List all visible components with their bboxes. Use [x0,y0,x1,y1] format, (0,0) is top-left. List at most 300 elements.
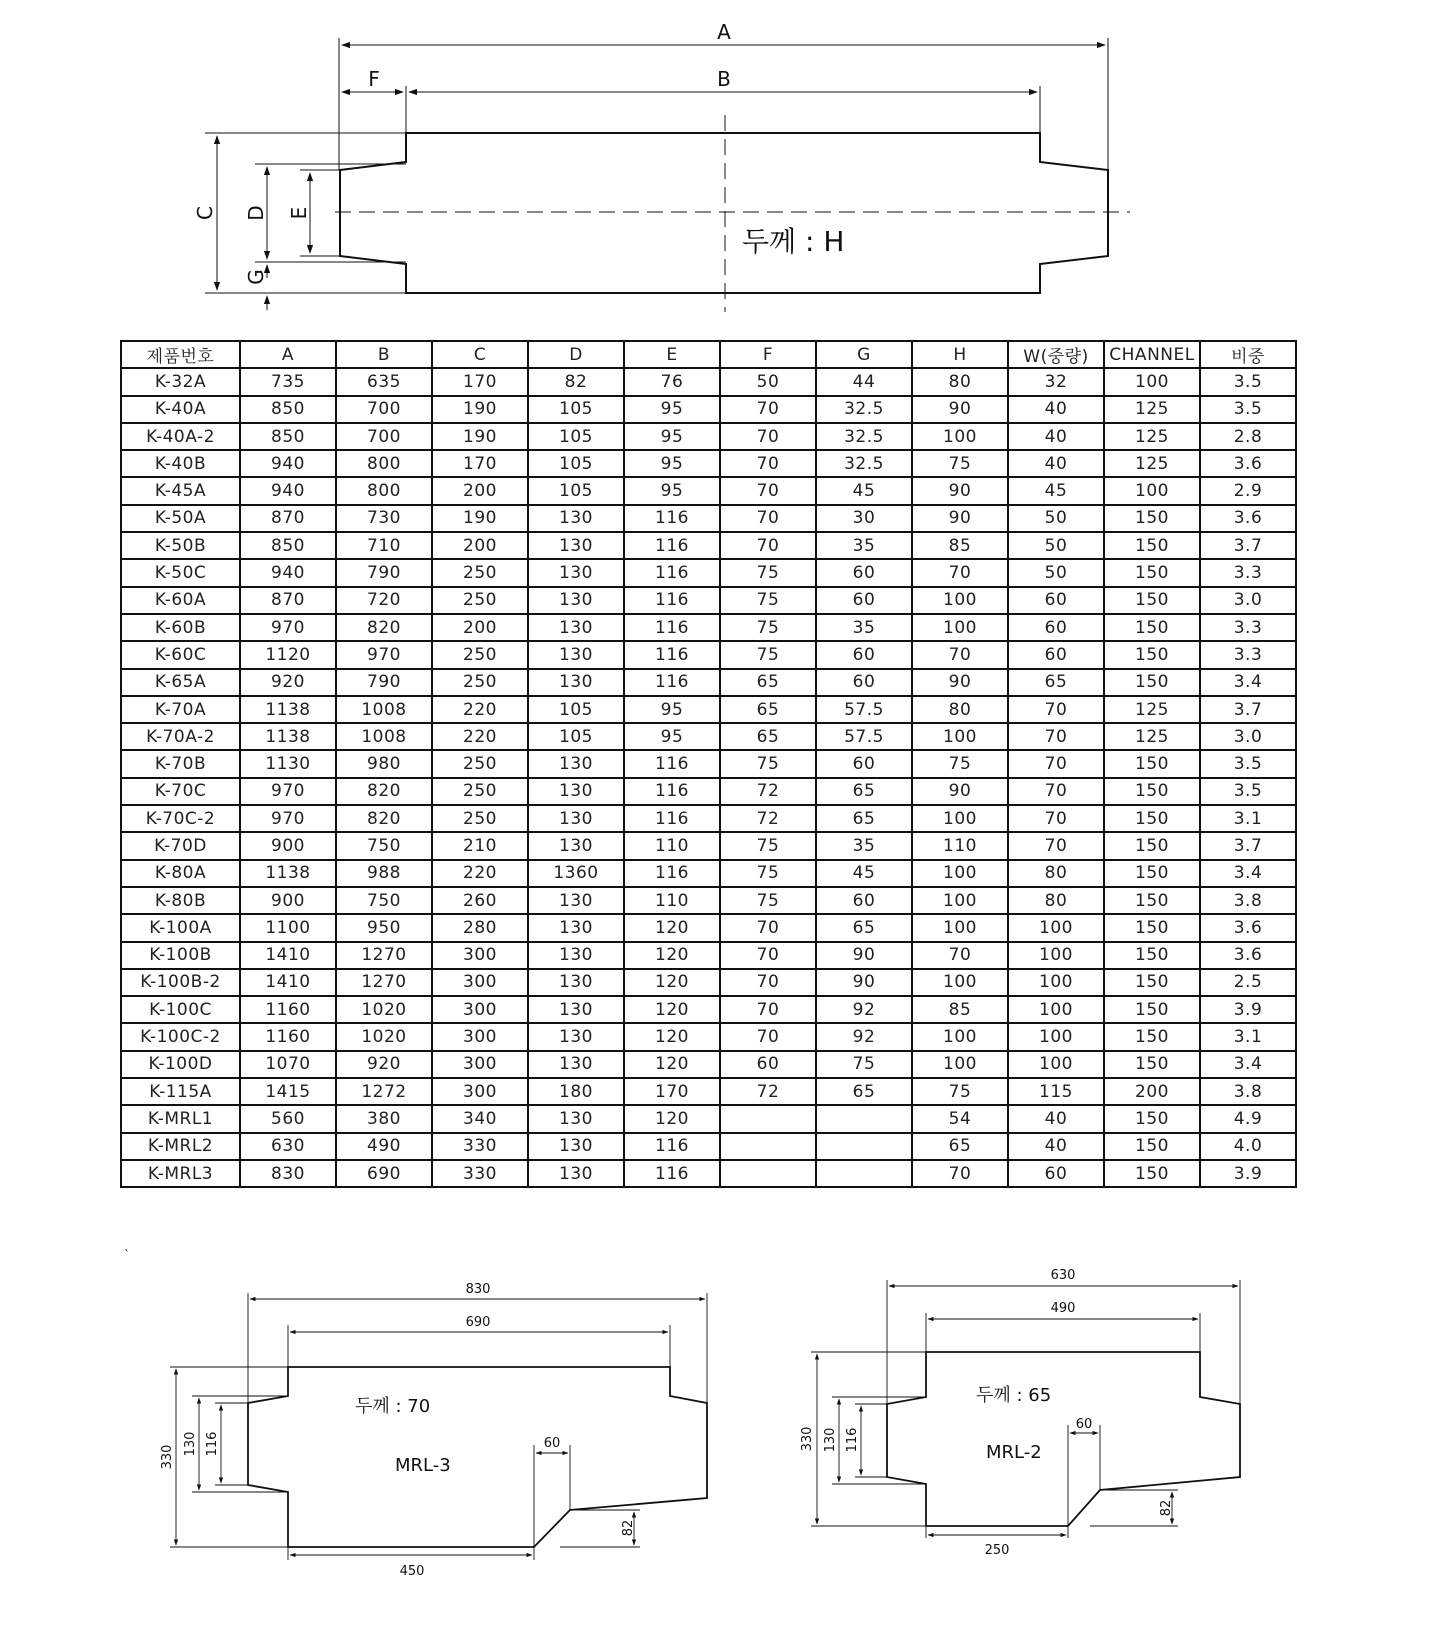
table-cell: 800 [336,477,432,504]
table-cell: 116 [624,559,720,586]
table-cell: 35 [816,532,912,559]
table-cell: 130 [528,1023,624,1050]
table-cell: 57.5 [816,696,912,723]
block-dimension-drawing [0,0,1431,330]
table-cell: 120 [624,942,720,969]
table-header-row [121,341,1296,368]
dim-label-d: D [244,205,268,221]
product-code-cell: K-MRL2 [121,1133,240,1160]
table-cell: 130 [528,805,624,832]
table-cell: 70 [1008,723,1104,750]
table-cell: 170 [432,450,528,477]
table-cell: 1008 [336,723,432,750]
table-cell: 60 [816,641,912,668]
table-cell: 116 [624,641,720,668]
table-body [121,368,1296,1187]
table-cell: 150 [1104,1133,1200,1160]
table-cell: 3.6 [1200,505,1296,532]
table-cell: 1160 [240,996,336,1023]
stray-mark: ` [124,1248,130,1262]
product-code-cell: K-40A-2 [121,423,240,450]
table-cell: 100 [912,805,1008,832]
table-cell: 380 [336,1105,432,1132]
table-cell: 150 [1104,587,1200,614]
table-cell: 80 [1008,860,1104,887]
table-cell: 170 [432,368,528,395]
table-cell: 1130 [240,750,336,777]
table-cell: 100 [912,860,1008,887]
table-cell: 150 [1104,614,1200,641]
mrl3-dim-450: 450 [399,1564,425,1579]
table-cell: 130 [528,587,624,614]
table-cell: 50 [1008,559,1104,586]
table-cell: 60 [1008,1160,1104,1187]
table-cell: 970 [240,805,336,832]
table-cell: 120 [624,1023,720,1050]
product-code-cell: K-100B [121,942,240,969]
column-header: B [336,341,432,368]
table-cell: 970 [240,614,336,641]
table-cell: 2.9 [1200,477,1296,504]
table-cell: 3.0 [1200,723,1296,750]
mrl2-dim-630: 630 [1050,1268,1076,1283]
table-cell: 1120 [240,641,336,668]
table-cell [816,1105,912,1132]
table-cell: 45 [816,477,912,504]
table-cell: 90 [816,969,912,996]
table-cell: 75 [720,750,816,777]
table-cell: 100 [912,423,1008,450]
table-cell: 3.6 [1200,450,1296,477]
table-cell: 65 [816,914,912,941]
table-cell: 210 [432,832,528,859]
table-cell: 30 [816,505,912,532]
table-cell: 130 [528,832,624,859]
table-cell: 35 [816,832,912,859]
mrl3-outline [248,1367,707,1547]
table-cell: 100 [912,587,1008,614]
table-cell: 100 [1008,914,1104,941]
table-cell: 130 [528,887,624,914]
table-cell: 950 [336,914,432,941]
product-code-cell: K-60B [121,614,240,641]
table-cell: 116 [624,532,720,559]
dim-label-e: E [287,206,311,220]
table-cell: 3.7 [1200,832,1296,859]
table-cell: 700 [336,396,432,423]
table-cell: 250 [432,750,528,777]
column-header: 비중 [1200,341,1296,368]
table-cell: 70 [912,559,1008,586]
table-cell: 70 [720,532,816,559]
table-cell: 130 [528,1133,624,1160]
table-cell: 100 [912,914,1008,941]
table-cell: 750 [336,887,432,914]
table-cell: 1138 [240,696,336,723]
table-cell: 220 [432,696,528,723]
table-cell: 70 [1008,805,1104,832]
table-cell: 60 [720,1051,816,1078]
table-cell: 125 [1104,396,1200,423]
table-cell: 150 [1104,505,1200,532]
table-row [121,750,1296,777]
table-cell: 260 [432,887,528,914]
table-cell: 116 [624,587,720,614]
table-cell [720,1160,816,1187]
table-cell: 130 [528,641,624,668]
table-cell: 32 [1008,368,1104,395]
table-cell: 57.5 [816,723,912,750]
table-cell: 130 [528,914,624,941]
product-code-cell: K-70A [121,696,240,723]
product-code-cell: K-70B [121,750,240,777]
dim-label-c: C [193,206,217,220]
table-cell: 790 [336,669,432,696]
table-cell: 110 [624,887,720,914]
table-cell: 300 [432,942,528,969]
table-cell: 130 [528,532,624,559]
table-cell: 970 [240,778,336,805]
table-cell: 4.9 [1200,1105,1296,1132]
table-cell: 3.8 [1200,1078,1296,1105]
table-cell: 120 [624,969,720,996]
table-cell: 50 [1008,532,1104,559]
table-cell: 1360 [528,860,624,887]
table-row [121,1160,1296,1187]
table-cell: 200 [1104,1078,1200,1105]
table-cell: 970 [336,641,432,668]
mrl2-dim-490: 490 [1050,1301,1076,1316]
table-cell: 150 [1104,532,1200,559]
table-cell: 60 [816,669,912,696]
table-cell: 250 [432,669,528,696]
table-cell: 70 [912,942,1008,969]
table-cell: 130 [528,969,624,996]
table-cell: 2.5 [1200,969,1296,996]
table-cell: 850 [240,423,336,450]
table-cell: 700 [336,423,432,450]
table-cell: 105 [528,450,624,477]
table-cell: 50 [720,368,816,395]
table-cell: 940 [240,450,336,477]
table-row [121,1078,1296,1105]
table-cell [816,1160,912,1187]
product-code-cell: K-70D [121,832,240,859]
table-cell: 250 [432,778,528,805]
table-cell: 65 [912,1133,1008,1160]
table-cell: 1138 [240,860,336,887]
table-cell: 100 [912,969,1008,996]
table-cell: 100 [912,614,1008,641]
table-cell: 560 [240,1105,336,1132]
table-row [121,477,1296,504]
table-cell: 820 [336,614,432,641]
table-cell: 105 [528,396,624,423]
table-cell: 70 [720,423,816,450]
table-cell: 92 [816,1023,912,1050]
column-header: D [528,341,624,368]
table-cell: 200 [432,532,528,559]
product-code-cell: K-100D [121,1051,240,1078]
table-cell: 635 [336,368,432,395]
table-cell: 250 [432,641,528,668]
table-cell: 110 [624,832,720,859]
table-cell: 3.7 [1200,696,1296,723]
table-row [121,505,1296,532]
table-cell: 150 [1104,996,1200,1023]
product-code-cell: K-60C [121,641,240,668]
table-cell: 65 [1008,669,1104,696]
table-cell: 1272 [336,1078,432,1105]
table-row [121,860,1296,887]
table-cell: 75 [912,750,1008,777]
table-cell: 60 [816,887,912,914]
spec-table-container [120,340,1297,1188]
product-code-cell: K-32A [121,368,240,395]
mrl2-dim-82: 82 [1159,1499,1174,1517]
table-cell: 105 [528,423,624,450]
table-cell: 130 [528,559,624,586]
table-cell: 150 [1104,1051,1200,1078]
table-row [121,368,1296,395]
table-cell: 170 [624,1078,720,1105]
table-cell: 190 [432,396,528,423]
table-cell: 1410 [240,942,336,969]
table-cell: 100 [1104,477,1200,504]
table-cell: 32.5 [816,423,912,450]
table-cell: 800 [336,450,432,477]
table-cell: 70 [912,641,1008,668]
table-cell: 45 [816,860,912,887]
table-cell: 75 [720,832,816,859]
table-cell: 150 [1104,860,1200,887]
table-cell: 85 [912,996,1008,1023]
table-cell: 60 [816,587,912,614]
table-cell: 90 [816,942,912,969]
table-cell: 300 [432,1023,528,1050]
table-cell: 100 [912,723,1008,750]
table-cell: 150 [1104,942,1200,969]
product-code-cell: K-80B [121,887,240,914]
table-cell: 1270 [336,969,432,996]
table-cell: 116 [624,1133,720,1160]
table-row [121,1023,1296,1050]
column-header: H [912,341,1008,368]
table-cell: 250 [432,805,528,832]
table-row [121,914,1296,941]
table-cell: 72 [720,1078,816,1105]
table-cell: 300 [432,996,528,1023]
column-header: W(중량) [1008,341,1104,368]
table-cell [720,1133,816,1160]
table-cell: 70 [1008,750,1104,777]
table-cell: 70 [720,477,816,504]
table-cell: 830 [240,1160,336,1187]
table-cell: 92 [816,996,912,1023]
table-cell: 3.6 [1200,942,1296,969]
table-row [121,778,1296,805]
table-cell: 3.3 [1200,614,1296,641]
table-cell: 120 [624,1051,720,1078]
column-header: C [432,341,528,368]
table-cell: 75 [720,887,816,914]
table-cell: 90 [912,778,1008,805]
table-cell: 2.8 [1200,423,1296,450]
table-cell: 130 [528,505,624,532]
table-cell: 120 [624,914,720,941]
table-cell: 60 [1008,614,1104,641]
table-cell: 75 [720,641,816,668]
product-code-cell: K-80A [121,860,240,887]
table-cell: 1138 [240,723,336,750]
table-cell: 95 [624,450,720,477]
dim-label-g: G [244,269,268,285]
table-cell: 105 [528,723,624,750]
table-cell: 125 [1104,723,1200,750]
table-cell: 125 [1104,423,1200,450]
table-cell: 75 [720,614,816,641]
table-cell: 50 [1008,505,1104,532]
table-cell: 65 [816,805,912,832]
product-code-cell: K-MRL3 [121,1160,240,1187]
table-cell: 690 [336,1160,432,1187]
table-cell: 150 [1104,750,1200,777]
table-cell: 65 [816,1078,912,1105]
table-cell: 60 [1008,641,1104,668]
table-cell: 3.5 [1200,396,1296,423]
dim-label-b: B [717,67,731,91]
table-cell: 4.0 [1200,1133,1296,1160]
table-cell: 95 [624,723,720,750]
table-cell: 130 [528,750,624,777]
mrl3-dim-830: 830 [465,1282,491,1297]
product-code-cell: K-100C-2 [121,1023,240,1050]
table-cell: 150 [1104,1105,1200,1132]
product-code-cell: K-50C [121,559,240,586]
table-cell: 115 [1008,1078,1104,1105]
table-cell: 75 [912,1078,1008,1105]
table-row [121,396,1296,423]
table-cell: 95 [624,396,720,423]
table-cell: 150 [1104,669,1200,696]
product-code-cell: K-65A [121,669,240,696]
table-cell: 70 [1008,778,1104,805]
table-cell: 150 [1104,832,1200,859]
mrl2-thickness: 두께 : 65 [976,1385,1052,1406]
column-header: E [624,341,720,368]
mrl2-outline [887,1352,1240,1526]
table-cell: 80 [912,696,1008,723]
table-cell: 100 [1008,996,1104,1023]
table-cell: 1410 [240,969,336,996]
mrl2-drawing [800,1268,1240,1558]
table-cell: 35 [816,614,912,641]
mrl3-dim-690: 690 [465,1315,491,1330]
table-row [121,996,1296,1023]
table-cell: 130 [528,1160,624,1187]
table-cell: 110 [912,832,1008,859]
product-code-cell: K-115A [121,1078,240,1105]
table-cell: 65 [720,696,816,723]
mrl3-drawing [160,1282,707,1579]
mrl3-name: MRL-3 [395,1455,451,1476]
mrl-drawings [0,1255,1431,1633]
table-cell: 1020 [336,1023,432,1050]
table-cell: 1270 [336,942,432,969]
table-cell: 220 [432,860,528,887]
table-cell: 1020 [336,996,432,1023]
table-cell: 190 [432,423,528,450]
product-code-cell: K-50A [121,505,240,532]
table-cell: 116 [624,778,720,805]
table-cell: 3.3 [1200,559,1296,586]
table-cell: 116 [624,805,720,832]
table-cell: 40 [1008,423,1104,450]
block-outline [340,133,1108,293]
table-cell: 82 [528,368,624,395]
mrl3-dim-116: 116 [205,1431,220,1457]
table-cell: 3.9 [1200,996,1296,1023]
table-cell: 70 [912,1160,1008,1187]
table-cell: 3.4 [1200,860,1296,887]
table-cell: 75 [720,587,816,614]
table-cell: 900 [240,887,336,914]
product-code-cell: K-MRL1 [121,1105,240,1132]
table-cell: 1100 [240,914,336,941]
table-cell: 710 [336,532,432,559]
table-cell: 100 [1008,969,1104,996]
table-cell: 105 [528,696,624,723]
table-cell: 3.5 [1200,750,1296,777]
table-cell: 116 [624,669,720,696]
table-cell: 130 [528,669,624,696]
table-cell: 116 [624,860,720,887]
table-cell: 70 [720,450,816,477]
table-cell: 900 [240,832,336,859]
table-cell: 60 [816,750,912,777]
table-cell: 100 [912,887,1008,914]
mrl3-thickness: 두께 : 70 [355,1396,431,1417]
dim-label-f: F [368,67,380,91]
table-cell: 3.6 [1200,914,1296,941]
mrl2-name: MRL-2 [986,1442,1042,1463]
table-cell: 125 [1104,450,1200,477]
table-cell: 3.4 [1200,1051,1296,1078]
table-cell: 3.0 [1200,587,1296,614]
table-cell: 630 [240,1133,336,1160]
table-cell: 180 [528,1078,624,1105]
table-cell: 330 [432,1133,528,1160]
table-cell: 70 [720,505,816,532]
table-cell: 70 [720,1023,816,1050]
table-row [121,559,1296,586]
table-cell: 85 [912,532,1008,559]
table-cell: 100 [1008,1023,1104,1050]
table-row [121,942,1296,969]
table-cell: 100 [912,1051,1008,1078]
table-cell: 1070 [240,1051,336,1078]
table-cell: 75 [720,860,816,887]
column-header: G [816,341,912,368]
table-cell: 3.4 [1200,669,1296,696]
spec-table [120,340,1297,1188]
table-cell: 105 [528,477,624,504]
dim-label-a: A [717,20,731,44]
mrl3-dim-82: 82 [621,1519,636,1537]
table-cell: 75 [720,559,816,586]
table-cell: 80 [1008,887,1104,914]
table-cell: 65 [720,723,816,750]
